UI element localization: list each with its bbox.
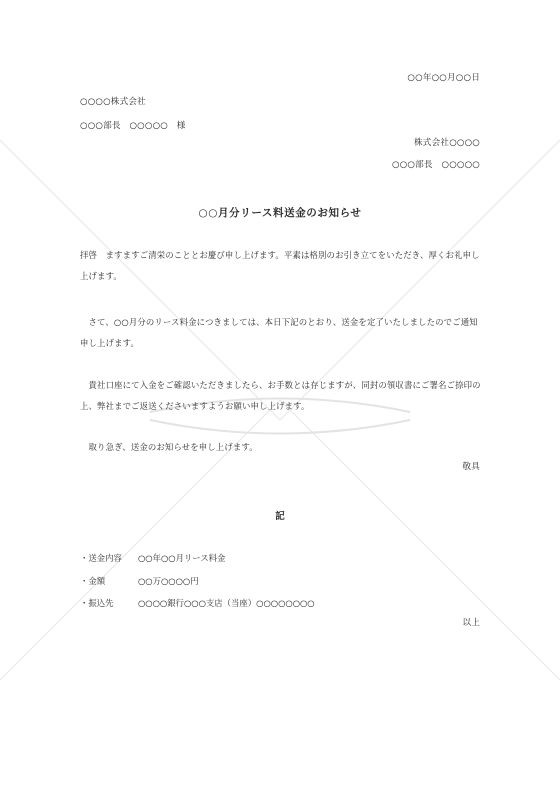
detail-label: ・金額	[80, 576, 106, 586]
detail-value: ○○万○○○○円	[138, 576, 199, 586]
recipient-company: ○○○○株式会社	[80, 97, 146, 107]
letter-title: ○○月分リース料送金のお知らせ	[198, 207, 362, 219]
paragraph-request: 貴社口座にて入金をご確認いただきましたら、お手数とは存じますが、同封の領収書にご署名ご捺印の上、弊社までご返送くださいますようお願い申し上げます。	[80, 380, 481, 411]
recipient-person: ○○○部長 ○○○○○ 様	[80, 121, 186, 131]
closing-keigu: 敬具	[462, 462, 480, 472]
detail-label: ・振込先	[80, 598, 114, 608]
end-ijou: 以上	[462, 618, 480, 628]
letter-date: ○○年○○月○○日	[407, 73, 480, 83]
paragraph-notice: さて、○○月分のリース料金につきましては、本日下記のとおり、送金を定了いたしましたのでご通知申し上げます。	[80, 317, 478, 348]
paragraph-greeting: 拝啓 ますますご清栄のこととお慶び申し上げます。平素は格別のお引き立てをいただき、厚くお礼申し上げます。	[80, 250, 480, 281]
detail-item	[80, 575, 199, 587]
detail-item	[80, 552, 225, 564]
detail-value: ○○年○○月リース料金	[138, 553, 226, 563]
sender-company: 株式会社○○○○	[414, 138, 480, 148]
ki-heading: 記	[275, 511, 285, 522]
detail-item	[80, 597, 315, 609]
sender-person: ○○○部長 ○○○○○	[392, 160, 480, 170]
detail-value: ○○○○銀行○○○支店（当座）○○○○○○○○	[138, 598, 315, 608]
paragraph-closing-remark: 取り急ぎ、送金のお知らせを申し上げます。	[80, 442, 258, 452]
detail-label: ・送金内容	[80, 553, 122, 563]
